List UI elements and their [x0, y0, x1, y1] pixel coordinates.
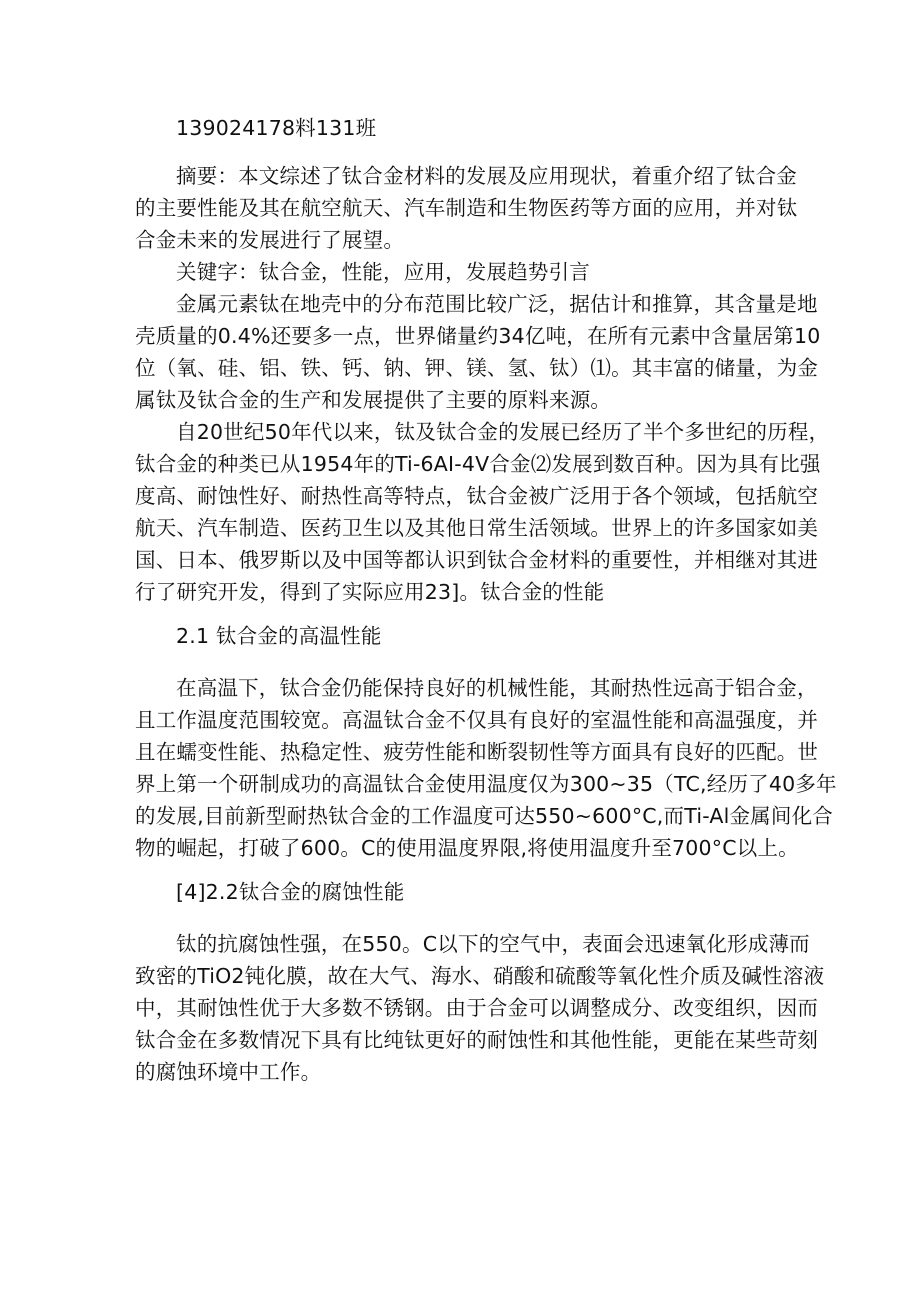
- text-line: 的发展,目前新型耐热钛合金的工作温度可达550~600°C,而Ti-Al金属间化合: [135, 804, 833, 828]
- abstract-paragraph: [135, 160, 798, 256]
- text-line: 国、日本、俄罗斯以及中国等都认识到钛合金材料的重要性，并相继对其进: [135, 548, 819, 572]
- text-line: 位（氧、硅、铝、铁、钙、钠、钾、镁、氢、钛）⑴。其丰富的储量，为金: [135, 356, 819, 380]
- text-line: 且工作温度范围较宽。高温钛合金不仅具有良好的室温性能和高温强度，并: [135, 708, 819, 732]
- text-line: 钛合金的种类已从1954年的Ti-6AI-4V合金⑵发展到数百种。因为具有比强: [135, 452, 821, 476]
- text-line: 且在蠕变性能、热稳定性、疲劳性能和断裂韧性等方面具有良好的匹配。世: [135, 740, 819, 764]
- text-line: 属钛及钛合金的生产和发展提供了主要的原料来源。: [135, 388, 612, 412]
- text-line: 度高、耐蚀性好、耐热性高等特点，钛合金被广泛用于各个领域，包括航空: [135, 484, 819, 508]
- high-temperature-paragraph: [135, 672, 837, 864]
- class-header: 139024178料131班: [176, 116, 377, 140]
- text-line: 致密的TiO2钝化膜，故在大气、海水、硝酸和硫酸等氧化性介质及碱性溶液: [135, 964, 825, 988]
- text-line: 壳质量的0.4%还要多一点，世界储量约34亿吨，在所有元素中含量居第10: [135, 324, 821, 348]
- text-line: 金属元素钛在地壳中的分布范围比较广泛，据估计和推算，其含量是地: [176, 292, 818, 316]
- section-heading-2-2: [4]2.2钛合金的腐蚀性能: [176, 880, 405, 904]
- text-line: 摘要：本文综述了钛合金材料的发展及应用现状，着重介绍了钛合金: [176, 164, 797, 188]
- text-line: 钛合金在多数情况下具有比纯钛更好的耐蚀性和其他性能，更能在某些苛刻: [135, 1028, 819, 1052]
- document-body: [135, 112, 837, 1088]
- text-line: 中，其耐蚀性优于大多数不锈钢。由于合金可以调整成分、改变组织，因而: [135, 996, 819, 1020]
- text-line: 界上第一个研制成功的高温钛合金使用温度仅为300~35（TC,经历了40多年: [135, 772, 837, 796]
- text-line: 合金未来的发展进行了展望。: [135, 228, 405, 252]
- text-line: 航天、汽车制造、医药卫生以及其他日常生活领域。世界上的许多国家如美: [135, 516, 819, 540]
- keywords-line: 关键字：钛合金，性能，应用，发展趋势引言: [176, 260, 590, 284]
- intro-paragraph-1: [135, 288, 821, 416]
- text-line: 在高温下，钛合金仍能保持良好的机械性能，其耐热性远高于铝合金，: [176, 676, 818, 700]
- corrosion-paragraph: [135, 928, 825, 1088]
- text-line: 钛的抗腐蚀性强，在550。C以下的空气中，表面会迅速氧化形成薄而: [176, 932, 810, 956]
- text-line: 的腐蚀环境中工作。: [135, 1060, 322, 1084]
- text-line: 物的崛起，打破了600。C的使用温度界限,将使用温度升至700°C以上。: [135, 836, 799, 860]
- section-heading-2-1: 2.1 钛合金的高温性能: [176, 624, 382, 648]
- text-line: 行了研究开发，得到了实际应用23]。钛合金的性能: [135, 580, 605, 604]
- text-line: 自20世纪50年代以来，钛及钛合金的发展已经历了半个多世纪的历程，: [176, 420, 830, 444]
- intro-paragraph-2: [135, 416, 830, 608]
- text-line: 的主要性能及其在航空航天、汽车制造和生物医药等方面的应用，并对钛: [135, 196, 798, 220]
